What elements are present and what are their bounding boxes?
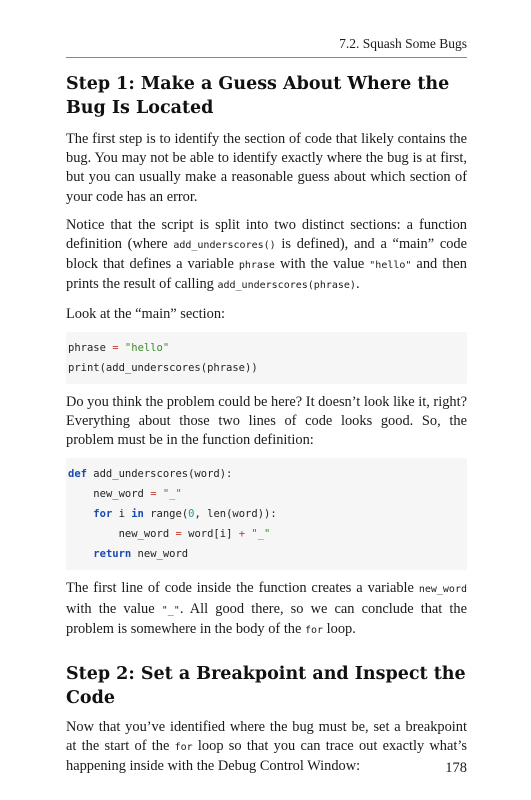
code-token: phrase [68,341,106,354]
page-number: 178 [445,760,467,776]
code-line [93,548,188,560]
code-token: "_" [251,528,271,541]
inline-code: for [174,742,193,754]
code-token: , len(word)): [194,508,277,521]
code-token: new_word [131,548,189,561]
step1-paragraph-4: Do you think the problem could be here? It doesn’t look like it, right? Everything about those two lines of code looks good. So, the problem must be in the function definition: [66,393,467,449]
code-token: "hello" [124,341,170,354]
inline-code: new_word [418,584,467,596]
text-run: loop. [323,620,356,637]
code-token: def [68,468,87,481]
code-block-function [66,458,467,570]
step2-paragraph-1 [66,718,467,777]
step1-heading: Step 1: Make a Guess About Where the Bug Is Located [66,74,450,118]
step1-paragraph-5 [66,579,467,640]
code-token: new_word [93,488,144,501]
inline-code: "hello" [369,260,412,272]
inline-code: add_underscores(phrase) [217,280,356,292]
code-token: range( [143,508,189,521]
text-run: . [355,276,360,293]
code-token: = [150,488,157,501]
code-token: "_" [162,488,182,501]
inline-code: for [305,624,324,636]
step1-paragraph-2 [66,216,467,296]
code-token: add_underscores(word): [86,468,233,481]
code-token: new_word [118,528,170,541]
text-run: loop so that you can trace out exactly what’s happening inside with the Debug Control Window: [66,738,467,775]
code-line [119,528,271,540]
code-token: = [175,528,182,541]
text-run: . All good there, so we can conclude that the problem is somewhere in the body of the [66,600,468,637]
code-token: return [93,548,132,561]
page-content [66,72,467,777]
text-run: The first line of code inside the function creates a variable [66,580,419,597]
code-line [93,488,182,500]
step1-paragraph-1: The first step is to identify the section of code that likely contains the bug. You may not be able to identify exactly where the bug is at first, but you can usually make a reasonable guess about which section of your code has an error. [66,131,467,205]
running-head: 7.2. Squash Some Bugs [66,36,467,58]
code-line [68,468,232,480]
inline-code: "_" [161,604,180,616]
code-line [93,508,276,520]
text-run: Now that you’ve identified where the bug must be, set a breakpoint at the start of the [66,719,467,755]
code-token: = [112,341,119,354]
code-token: for [93,508,113,521]
code-block-main [66,332,467,384]
text-run: is defined), and a “main” code block that defines a variable [66,236,467,273]
code-line [68,342,169,354]
text-run: with the value [66,600,162,617]
inline-code: add_underscores() [173,240,276,252]
step2-heading: Step 2: Set a Breakpoint and Inspect the Code [66,664,466,709]
text-run: and then prints the result of calling [66,256,467,293]
code-token: word[i] [181,528,239,541]
inline-code: phrase [238,260,275,272]
text-run: Notice that the script is split into two distinct sections: a function definition (where [66,216,467,253]
code-token: i [112,508,132,521]
code-token: 0 [188,508,195,521]
code-token: + [238,528,246,541]
step1-paragraph-3: Look at the “main” section: [66,305,226,322]
code-token: in [131,508,144,521]
text-run: with the value [274,256,370,273]
code-line: print(add_underscores(phrase)) [68,361,258,374]
